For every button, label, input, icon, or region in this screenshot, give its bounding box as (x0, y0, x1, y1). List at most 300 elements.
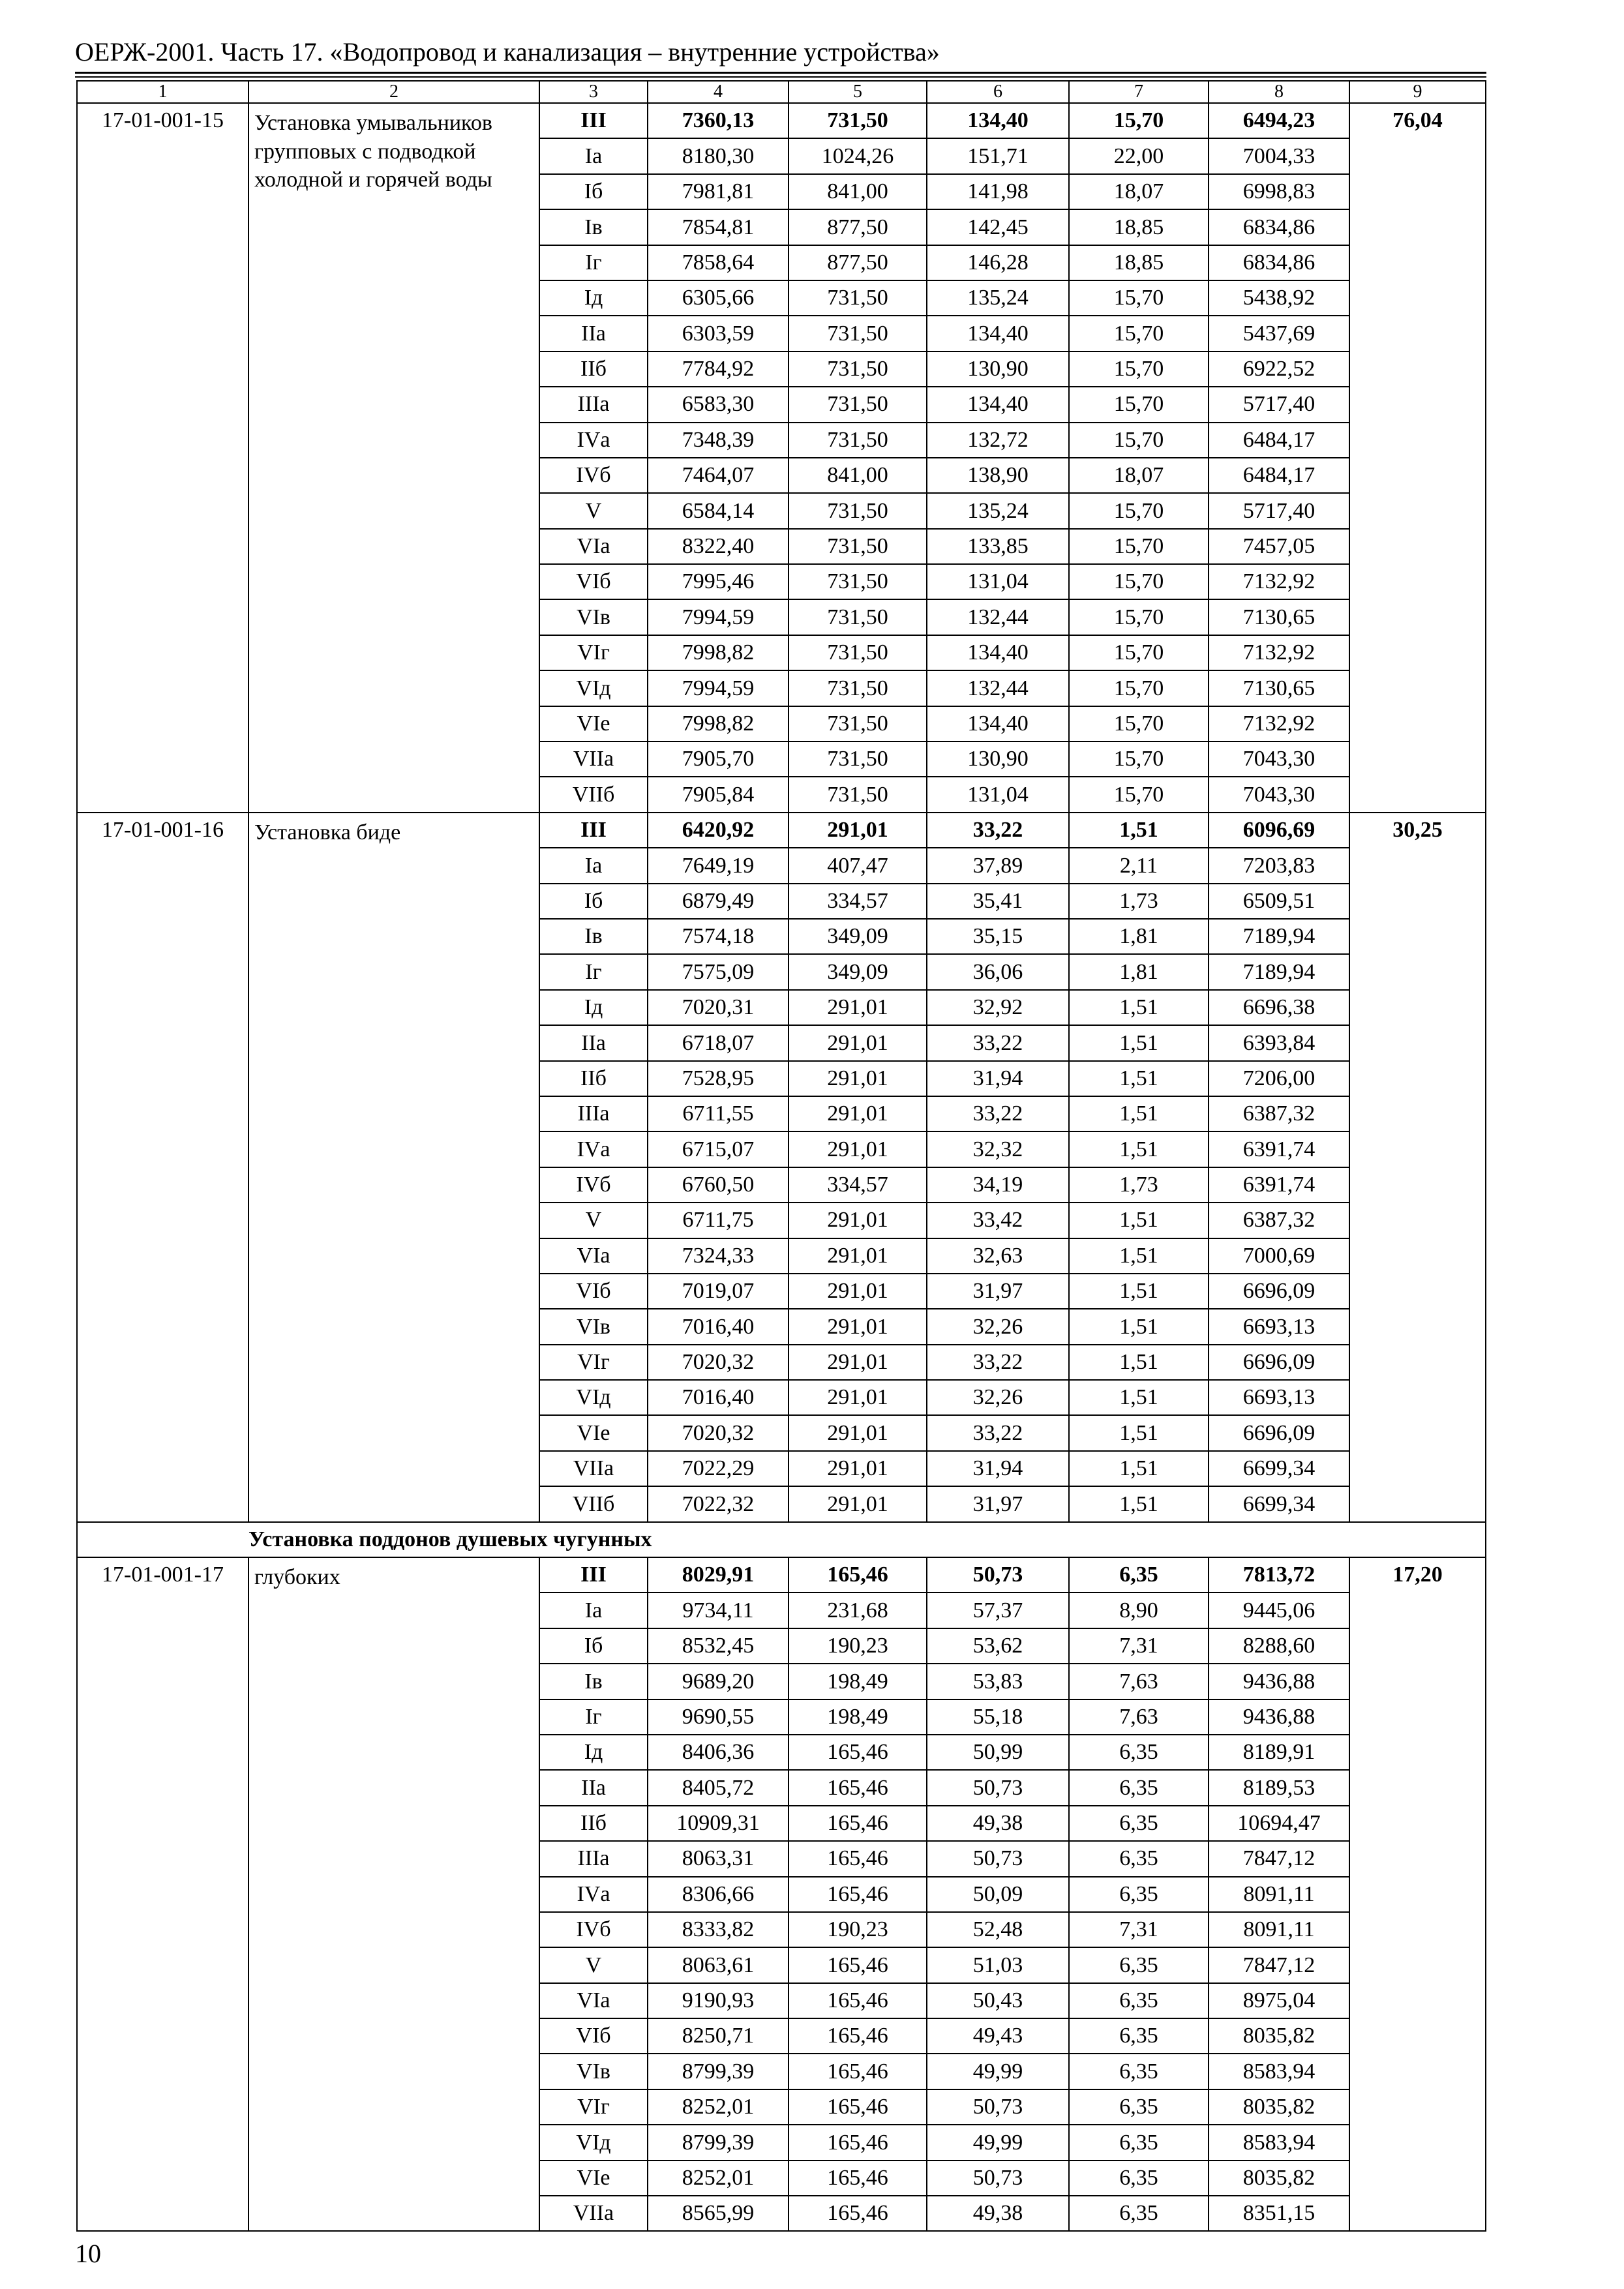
materials-cell: 6484,17 (1209, 423, 1349, 458)
total-cost-cell: 8532,45 (648, 1628, 789, 1664)
machinist-wage-cell: 18,85 (1069, 209, 1209, 245)
zone-cell: VIв (539, 599, 648, 635)
zone-cell: VIIа (539, 741, 648, 777)
wage-cell: 841,00 (789, 174, 927, 209)
materials-cell: 8091,11 (1209, 1877, 1349, 1912)
page-number: 10 (75, 2239, 101, 2268)
wage-cell: 165,46 (789, 2161, 927, 2196)
total-cost-cell: 7348,39 (648, 423, 789, 458)
machine-cell: 49,38 (927, 1806, 1069, 1841)
zone-cell: Iа (539, 1593, 648, 1628)
column-number: 2 (248, 81, 539, 103)
wage-cell: 165,46 (789, 2125, 927, 2160)
zone-cell: VIд (539, 670, 648, 706)
materials-cell: 8975,04 (1209, 1983, 1349, 2018)
header-rule (75, 72, 1486, 74)
materials-cell: 6699,34 (1209, 1486, 1349, 1521)
machinist-wage-cell: 6,35 (1069, 2196, 1209, 2231)
wage-cell: 198,49 (789, 1664, 927, 1699)
page-header: ОЕРЖ-2001. Часть 17. «Водопровод и канализация – внутренние устройства» (75, 37, 940, 67)
total-cost-cell: 8406,36 (648, 1735, 789, 1770)
machine-cell: 130,90 (927, 352, 1069, 387)
machine-cell: 138,90 (927, 458, 1069, 493)
total-cost-cell: 8799,39 (648, 2054, 789, 2089)
zone-cell: IIIа (539, 1841, 648, 1876)
rate-code: 17-01-001-16 (77, 813, 248, 1522)
materials-cell: 6834,86 (1209, 209, 1349, 245)
machinist-wage-cell: 18,07 (1069, 458, 1209, 493)
machinist-wage-cell: 6,35 (1069, 2089, 1209, 2125)
machinist-wage-cell: 1,51 (1069, 1415, 1209, 1450)
total-cost-cell: 7994,59 (648, 599, 789, 635)
total-cost-cell: 7020,32 (648, 1415, 789, 1450)
machine-cell: 49,43 (927, 2018, 1069, 2054)
materials-cell: 9436,88 (1209, 1664, 1349, 1699)
zone-cell: III (539, 813, 648, 848)
total-cost-cell: 8063,61 (648, 1947, 789, 1982)
machine-cell: 135,24 (927, 493, 1069, 528)
wage-cell: 291,01 (789, 1061, 927, 1096)
total-cost-cell: 7019,07 (648, 1274, 789, 1309)
materials-cell: 7457,05 (1209, 529, 1349, 564)
machinist-wage-cell: 2,11 (1069, 848, 1209, 883)
wage-cell: 731,50 (789, 103, 927, 138)
zone-cell: III (539, 1557, 648, 1593)
column-number: 5 (789, 81, 927, 103)
materials-cell: 6834,86 (1209, 245, 1349, 280)
zone-cell: VIIб (539, 1486, 648, 1521)
machinist-wage-cell: 1,51 (1069, 1025, 1209, 1060)
zone-cell: Iб (539, 174, 648, 209)
zone-cell: IVб (539, 458, 648, 493)
machinist-wage-cell: 6,35 (1069, 1841, 1209, 1876)
zone-cell: Iб (539, 1628, 648, 1664)
machine-cell: 134,40 (927, 387, 1069, 422)
total-cost-cell: 6711,55 (648, 1096, 789, 1131)
machinist-wage-cell: 1,51 (1069, 1238, 1209, 1274)
wage-cell: 231,68 (789, 1593, 927, 1628)
total-cost-cell: 10909,31 (648, 1806, 789, 1841)
materials-cell: 7130,65 (1209, 670, 1349, 706)
machinist-wage-cell: 15,70 (1069, 706, 1209, 741)
wage-cell: 877,50 (789, 245, 927, 280)
machinist-wage-cell: 15,70 (1069, 741, 1209, 777)
total-cost-cell: 7016,40 (648, 1309, 789, 1344)
zone-cell: IVб (539, 1167, 648, 1203)
machine-cell: 33,22 (927, 1096, 1069, 1131)
wage-cell: 165,46 (789, 1877, 927, 1912)
total-cost-cell: 7854,81 (648, 209, 789, 245)
total-cost-cell: 7528,95 (648, 1061, 789, 1096)
wage-cell: 291,01 (789, 1238, 927, 1274)
materials-cell: 7847,12 (1209, 1841, 1349, 1876)
zone-cell: Iв (539, 1664, 648, 1699)
materials-cell: 7847,12 (1209, 1947, 1349, 1982)
machine-cell: 57,37 (927, 1593, 1069, 1628)
materials-cell: 5717,40 (1209, 387, 1349, 422)
wage-cell: 407,47 (789, 848, 927, 883)
machinist-wage-cell: 15,70 (1069, 635, 1209, 670)
machinist-wage-cell: 15,70 (1069, 599, 1209, 635)
header-rule-thin (75, 76, 1486, 78)
zone-cell: V (539, 1947, 648, 1982)
wage-cell: 291,01 (789, 1345, 927, 1380)
total-cost-cell: 7464,07 (648, 458, 789, 493)
wage-cell: 731,50 (789, 635, 927, 670)
zone-cell: V (539, 493, 648, 528)
machine-cell: 146,28 (927, 245, 1069, 280)
total-cost-cell: 9689,20 (648, 1664, 789, 1699)
zone-cell: IIа (539, 316, 648, 351)
machine-cell: 33,22 (927, 1415, 1069, 1450)
zone-cell: VIа (539, 1238, 648, 1274)
machine-cell: 49,38 (927, 2196, 1069, 2231)
machinist-wage-cell: 6,35 (1069, 1735, 1209, 1770)
machine-cell: 31,97 (927, 1486, 1069, 1521)
wage-cell: 731,50 (789, 280, 927, 316)
zone-cell: IVа (539, 1131, 648, 1167)
wage-cell: 731,50 (789, 741, 927, 777)
wage-cell: 731,50 (789, 564, 927, 599)
wage-cell: 291,01 (789, 1131, 927, 1167)
machine-cell: 52,48 (927, 1912, 1069, 1947)
total-cost-cell: 8333,82 (648, 1912, 789, 1947)
machinist-wage-cell: 15,70 (1069, 670, 1209, 706)
machine-cell: 132,44 (927, 670, 1069, 706)
machinist-wage-cell: 15,70 (1069, 103, 1209, 138)
column-number: 8 (1209, 81, 1349, 103)
materials-cell: 8583,94 (1209, 2125, 1349, 2160)
section-heading: Установка поддонов душевых чугунных (248, 1522, 1486, 1557)
total-cost-cell: 6879,49 (648, 884, 789, 919)
materials-cell: 6693,13 (1209, 1380, 1349, 1415)
wage-cell: 165,46 (789, 1735, 927, 1770)
rate-code: 17-01-001-15 (77, 103, 248, 813)
total-cost-cell: 8405,72 (648, 1770, 789, 1805)
total-cost-cell: 8250,71 (648, 2018, 789, 2054)
wage-cell: 731,50 (789, 387, 927, 422)
wage-cell: 291,01 (789, 1274, 927, 1309)
machine-cell: 135,24 (927, 280, 1069, 316)
machinist-wage-cell: 1,51 (1069, 1451, 1209, 1486)
machine-cell: 33,22 (927, 1345, 1069, 1380)
total-cost-cell: 6583,30 (648, 387, 789, 422)
zone-cell: Iд (539, 1735, 648, 1770)
materials-cell: 7189,94 (1209, 919, 1349, 954)
materials-cell: 8091,11 (1209, 1912, 1349, 1947)
machinist-wage-cell: 15,70 (1069, 352, 1209, 387)
zone-cell: IIIа (539, 387, 648, 422)
total-cost-cell: 6584,14 (648, 493, 789, 528)
wage-cell: 334,57 (789, 1167, 927, 1203)
materials-cell: 5438,92 (1209, 280, 1349, 316)
materials-cell: 6387,32 (1209, 1203, 1349, 1238)
zone-cell: III (539, 103, 648, 138)
machinist-wage-cell: 1,51 (1069, 990, 1209, 1025)
materials-cell: 6696,09 (1209, 1345, 1349, 1380)
zone-cell: Iв (539, 209, 648, 245)
zone-cell: VIе (539, 2161, 648, 2196)
wage-cell: 731,50 (789, 670, 927, 706)
total-cost-cell: 8565,99 (648, 2196, 789, 2231)
wage-cell: 291,01 (789, 1486, 927, 1521)
total-cost-cell: 6305,66 (648, 280, 789, 316)
machinist-wage-cell: 1,51 (1069, 1096, 1209, 1131)
table-row (77, 103, 1486, 138)
machine-cell: 142,45 (927, 209, 1069, 245)
section-heading-spacer (77, 1522, 248, 1557)
zone-cell: VIIб (539, 777, 648, 812)
zone-cell: IIб (539, 1061, 648, 1096)
total-cost-cell: 7324,33 (648, 1238, 789, 1274)
section-heading-row (77, 1522, 1486, 1557)
machine-cell: 51,03 (927, 1947, 1069, 1982)
materials-cell: 8351,15 (1209, 2196, 1349, 2231)
total-cost-cell: 9190,93 (648, 1983, 789, 2018)
zone-cell: VIг (539, 635, 648, 670)
materials-cell: 6391,74 (1209, 1167, 1349, 1203)
zone-cell: VIв (539, 2054, 648, 2089)
column-number: 7 (1069, 81, 1209, 103)
wage-cell: 165,46 (789, 1806, 927, 1841)
materials-cell: 6393,84 (1209, 1025, 1349, 1060)
materials-cell: 8189,91 (1209, 1735, 1349, 1770)
wage-cell: 165,46 (789, 2018, 927, 2054)
materials-cell: 10694,47 (1209, 1806, 1349, 1841)
total-cost-cell: 8029,91 (648, 1557, 789, 1593)
machine-cell: 37,89 (927, 848, 1069, 883)
wage-cell: 291,01 (789, 1380, 927, 1415)
machine-cell: 31,97 (927, 1274, 1069, 1309)
total-cost-cell: 7994,59 (648, 670, 789, 706)
total-cost-cell: 7981,81 (648, 174, 789, 209)
materials-cell: 5437,69 (1209, 316, 1349, 351)
materials-cell: 7132,92 (1209, 635, 1349, 670)
materials-cell: 5717,40 (1209, 493, 1349, 528)
machinist-wage-cell: 7,63 (1069, 1699, 1209, 1735)
machinist-wage-cell: 18,85 (1069, 245, 1209, 280)
zone-cell: VIа (539, 1983, 648, 2018)
machinist-wage-cell: 1,51 (1069, 1131, 1209, 1167)
wage-cell: 731,50 (789, 599, 927, 635)
column-number: 6 (927, 81, 1069, 103)
total-cost-cell: 6303,59 (648, 316, 789, 351)
zone-cell: VIг (539, 2089, 648, 2125)
total-cost-cell: 8322,40 (648, 529, 789, 564)
machine-cell: 50,73 (927, 1557, 1069, 1593)
column-number: 1 (77, 81, 248, 103)
zone-cell: VIе (539, 1415, 648, 1450)
zone-cell: VIа (539, 529, 648, 564)
wage-cell: 291,01 (789, 1096, 927, 1131)
wage-cell: 731,50 (789, 777, 927, 812)
total-cost-cell: 7905,84 (648, 777, 789, 812)
machine-cell: 132,44 (927, 599, 1069, 635)
wage-cell: 841,00 (789, 458, 927, 493)
machinist-wage-cell: 1,73 (1069, 1167, 1209, 1203)
wage-cell: 291,01 (789, 1415, 927, 1450)
materials-cell: 7189,94 (1209, 954, 1349, 989)
zone-cell: Iг (539, 1699, 648, 1735)
machinist-wage-cell: 1,73 (1069, 884, 1209, 919)
machinist-wage-cell: 6,35 (1069, 2054, 1209, 2089)
materials-cell: 7813,72 (1209, 1557, 1349, 1593)
zone-cell: VIIа (539, 1451, 648, 1486)
total-cost-cell: 7905,70 (648, 741, 789, 777)
materials-cell: 6699,34 (1209, 1451, 1349, 1486)
zone-cell: VIб (539, 2018, 648, 2054)
zone-cell: VIб (539, 564, 648, 599)
labor-cost-cell: 76,04 (1349, 103, 1486, 813)
wage-cell: 731,50 (789, 423, 927, 458)
machinist-wage-cell: 7,63 (1069, 1664, 1209, 1699)
zone-cell: Iв (539, 919, 648, 954)
machine-cell: 32,32 (927, 1131, 1069, 1167)
machine-cell: 31,94 (927, 1061, 1069, 1096)
machinist-wage-cell: 1,81 (1069, 954, 1209, 989)
total-cost-cell: 7995,46 (648, 564, 789, 599)
materials-cell: 9436,88 (1209, 1699, 1349, 1735)
zone-cell: IIб (539, 1806, 648, 1841)
machinist-wage-cell: 6,35 (1069, 1770, 1209, 1805)
table-row (77, 1557, 1486, 1593)
machinist-wage-cell: 6,35 (1069, 2161, 1209, 2196)
materials-cell: 7043,30 (1209, 777, 1349, 812)
machinist-wage-cell: 1,51 (1069, 1061, 1209, 1096)
wage-cell: 165,46 (789, 2196, 927, 2231)
column-number: 3 (539, 81, 648, 103)
wage-cell: 291,01 (789, 1025, 927, 1060)
machinist-wage-cell: 15,70 (1069, 777, 1209, 812)
total-cost-cell: 8252,01 (648, 2161, 789, 2196)
wage-cell: 291,01 (789, 813, 927, 848)
wage-cell: 165,46 (789, 2089, 927, 2125)
wage-cell: 1024,26 (789, 138, 927, 173)
machine-cell: 35,41 (927, 884, 1069, 919)
total-cost-cell: 7360,13 (648, 103, 789, 138)
zone-cell: IVа (539, 423, 648, 458)
materials-cell: 6696,09 (1209, 1415, 1349, 1450)
column-number: 9 (1349, 81, 1486, 103)
machine-cell: 33,22 (927, 813, 1069, 848)
materials-cell: 6391,74 (1209, 1131, 1349, 1167)
machinist-wage-cell: 6,35 (1069, 1983, 1209, 2018)
machine-cell: 53,62 (927, 1628, 1069, 1664)
machinist-wage-cell: 1,51 (1069, 1380, 1209, 1415)
materials-cell: 6696,38 (1209, 990, 1349, 1025)
total-cost-cell: 7020,32 (648, 1345, 789, 1380)
machinist-wage-cell: 18,07 (1069, 174, 1209, 209)
machinist-wage-cell: 6,35 (1069, 1947, 1209, 1982)
wage-cell: 165,46 (789, 1947, 927, 1982)
machine-cell: 134,40 (927, 103, 1069, 138)
machine-cell: 36,06 (927, 954, 1069, 989)
total-cost-cell: 7998,82 (648, 635, 789, 670)
machinist-wage-cell: 1,51 (1069, 1274, 1209, 1309)
total-cost-cell: 7575,09 (648, 954, 789, 989)
total-cost-cell: 6420,92 (648, 813, 789, 848)
machinist-wage-cell: 6,35 (1069, 1557, 1209, 1593)
zone-cell: Iг (539, 954, 648, 989)
total-cost-cell: 6718,07 (648, 1025, 789, 1060)
total-cost-cell: 7858,64 (648, 245, 789, 280)
machinist-wage-cell: 15,70 (1069, 564, 1209, 599)
zone-cell: IIа (539, 1770, 648, 1805)
machine-cell: 55,18 (927, 1699, 1069, 1735)
total-cost-cell: 7022,29 (648, 1451, 789, 1486)
machine-cell: 35,15 (927, 919, 1069, 954)
machine-cell: 50,73 (927, 2161, 1069, 2196)
materials-cell: 7132,92 (1209, 706, 1349, 741)
materials-cell: 6484,17 (1209, 458, 1349, 493)
machine-cell: 50,73 (927, 2089, 1069, 2125)
materials-cell: 7004,33 (1209, 138, 1349, 173)
zone-cell: IIIа (539, 1096, 648, 1131)
rate-code: 17-01-001-17 (77, 1557, 248, 2231)
zone-cell: IIа (539, 1025, 648, 1060)
zone-cell: VIг (539, 1345, 648, 1380)
machine-cell: 131,04 (927, 564, 1069, 599)
total-cost-cell: 7998,82 (648, 706, 789, 741)
machine-cell: 131,04 (927, 777, 1069, 812)
wage-cell: 291,01 (789, 1309, 927, 1344)
table-row (77, 813, 1486, 848)
machine-cell: 49,99 (927, 2054, 1069, 2089)
machinist-wage-cell: 1,51 (1069, 1203, 1209, 1238)
materials-cell: 8035,82 (1209, 2018, 1349, 2054)
materials-cell: 7000,69 (1209, 1238, 1349, 1274)
materials-cell: 8288,60 (1209, 1628, 1349, 1664)
total-cost-cell: 9734,11 (648, 1593, 789, 1628)
machine-cell: 50,09 (927, 1877, 1069, 1912)
zone-cell: Iа (539, 848, 648, 883)
machinist-wage-cell: 22,00 (1069, 138, 1209, 173)
column-number-row (77, 81, 1486, 103)
machinist-wage-cell: 8,90 (1069, 1593, 1209, 1628)
materials-cell: 7203,83 (1209, 848, 1349, 883)
machine-cell: 32,92 (927, 990, 1069, 1025)
machine-cell: 49,99 (927, 2125, 1069, 2160)
wage-cell: 877,50 (789, 209, 927, 245)
zone-cell: VIе (539, 706, 648, 741)
wage-cell: 731,50 (789, 706, 927, 741)
wage-cell: 165,46 (789, 1841, 927, 1876)
total-cost-cell: 8306,66 (648, 1877, 789, 1912)
total-cost-cell: 7022,32 (648, 1486, 789, 1521)
materials-cell: 6922,52 (1209, 352, 1349, 387)
materials-cell: 8035,82 (1209, 2161, 1349, 2196)
machinist-wage-cell: 15,70 (1069, 493, 1209, 528)
machinist-wage-cell: 6,35 (1069, 2018, 1209, 2054)
total-cost-cell: 8799,39 (648, 2125, 789, 2160)
machine-cell: 50,73 (927, 1770, 1069, 1805)
machinist-wage-cell: 1,51 (1069, 1345, 1209, 1380)
machinist-wage-cell: 15,70 (1069, 387, 1209, 422)
total-cost-cell: 6711,75 (648, 1203, 789, 1238)
zone-cell: VIд (539, 2125, 648, 2160)
machine-cell: 133,85 (927, 529, 1069, 564)
zone-cell: IIб (539, 352, 648, 387)
wage-cell: 165,46 (789, 1983, 927, 2018)
machinist-wage-cell: 6,35 (1069, 2125, 1209, 2160)
total-cost-cell: 8180,30 (648, 138, 789, 173)
machine-cell: 32,63 (927, 1238, 1069, 1274)
wage-cell: 349,09 (789, 954, 927, 989)
wage-cell: 731,50 (789, 529, 927, 564)
materials-cell: 8035,82 (1209, 2089, 1349, 2125)
wage-cell: 190,23 (789, 1628, 927, 1664)
total-cost-cell: 8252,01 (648, 2089, 789, 2125)
